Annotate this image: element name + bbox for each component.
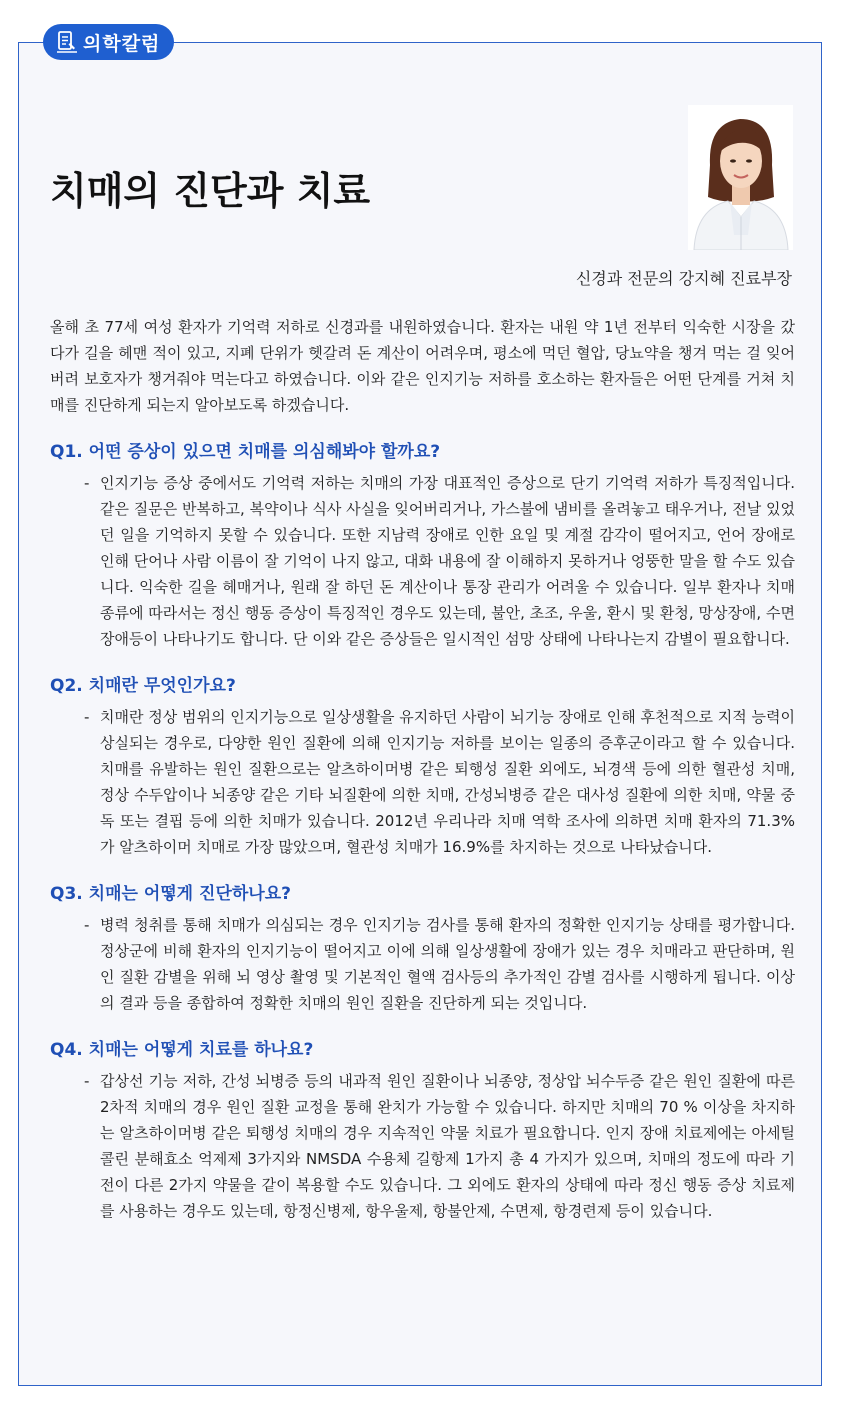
answer-4: [50, 1068, 795, 1224]
column-badge: [43, 24, 174, 60]
question-3: Q3. 치매는 어떻게 진단하나요?: [50, 884, 291, 904]
question-1: Q1. 어떤 증상이 있으면 치매를 의심해봐야 할까요?: [50, 442, 441, 462]
answer-dash: -: [84, 916, 90, 934]
answer-1: [50, 470, 795, 652]
question-2: Q2. 치매란 무엇인가요?: [50, 676, 236, 696]
answer-3: [50, 912, 795, 1016]
answer-4-text: 갑상선 기능 저하, 간성 뇌병증 등의 내과적 원인 질환이나 뇌종양, 정상압 뇌수두증 같은 원인 질환에 따른 2차적 치매의 경우 원인 질환 교정을 통해 완치가 가능할 수 있습니다. 하지만 치매의 70 % 이상을 차지하는 알츠하이머병 같은 퇴행성 치매의 경우 지속적인 약물 치료가 필요합니다. 인지 장애 치료제에는 아세틸콜린 분해효소 억제제 3가지와 NMSDA 수용체 길항제 1가지 총 4 가지가 있으며, 치매의 정도에 따라 기전이 다른 2가지 약물을 같이 복용할 수도 있습니다. 그 외에도 환자의 상태에 따라 정신 행동 증상 치료제를 사용하는 경우도 있는데, 항정신병제, 항우울제, 항불안제, 수면제, 항경련제 등이 있습니다.: [100, 1072, 795, 1220]
article-title: 치매의 진단과 치료: [50, 169, 371, 213]
intro-paragraph: 올해 초 77세 여성 환자가 기억력 저하로 신경과를 내원하였습니다. 환자는 내원 약 1년 전부터 익숙한 시장을 갔다가 길을 헤맨 적이 있고, 지폐 단위가 헷갈려 돈 계산이 어려우며, 평소에 먹던 혈압, 당뇨약을 챙겨 먹는 걸 잊어버려 보호자가 챙겨줘야 먹는다고 하였습니다. 이와 같은 인지기능 저하를 호소하는 환자들은 어떤 단계를 거쳐 치매를 진단하게 되는지 알아보도록 하겠습니다.: [50, 318, 795, 414]
author-photo: [688, 105, 793, 250]
answer-dash: -: [84, 708, 90, 726]
answer-1-text: 인지기능 증상 중에서도 기억력 저하는 치매의 가장 대표적인 증상으로 단기 기억력 저하가 특징적입니다. 같은 질문은 반복하고, 복약이나 식사 사실을 잊어버리거나, 가스불에 냄비를 올려놓고 태우거나, 전날 있었던 일을 기억하지 못할 수 있습니다. 또한 지남력 장애로 인한 요일 및 계절 감각이 떨어지고, 언어 장애로 인해 단어나 사람 이름이 잘 기억이 나지 않고, 대화 내용에 잘 이해하지 못하거나 엉뚱한 말을 할 수도 있습니다. 익숙한 길을 헤매거나, 원래 잘 하던 돈 계산이나 통장 관리가 어려울 수 있습니다. 일부 환자나 치매 종류에 따라서는 정신 행동 증상이 특징적인 경우도 있는데, 불안, 초조, 우울, 환시 및 환청, 망상장애, 수면 장애등이 나타나기도 합니다. 단 이와 같은 증상들은 일시적인 섬망 상태에 나타나는지 감별이 필요합니다.: [100, 474, 795, 648]
answer-dash: -: [84, 1072, 90, 1090]
author-credit: 신경과 전문의 강지혜 진료부장: [575, 269, 792, 288]
article-body: [50, 314, 795, 1244]
document-icon: [57, 31, 77, 53]
answer-2: [50, 704, 795, 860]
question-4: Q4. 치매는 어떻게 치료를 하나요?: [50, 1040, 314, 1060]
answer-dash: -: [84, 474, 90, 492]
answer-3-text: 병력 청취를 통해 치매가 의심되는 경우 인지기능 검사를 통해 환자의 정확한 인지기능 상태를 평가합니다. 정상군에 비해 환자의 인지기능이 떨어지고 이에 의해 일상생활에 장애가 있는 경우 치매라고 판단하며, 원인 질환 감별을 위해 뇌 영상 촬영 및 기본적인 혈액 검사등의 추가적인 감별 검사를 시행하게 됩니다. 이상의 결과 등을 종합하여 정확한 치매의 원인 질환을 진단하게 되는 것입니다.: [100, 916, 795, 1012]
badge-label: 의학칼럼: [83, 32, 161, 55]
answer-2-text: 치매란 정상 범위의 인지기능으로 일상생활을 유지하던 사람이 뇌기능 장애로 인해 후천적으로 지적 능력이 상실되는 경우로, 다양한 원인 질환에 의해 인지기능 저하를 보이는 일종의 증후군이라고 할 수 있습니다. 치매를 유발하는 원인 질환으로는 알츠하이머병 같은 퇴행성 질환 외에도, 뇌경색 등에 의한 혈관성 치매, 정상 수두압이나 뇌종양 같은 기타 뇌질환에 의한 치매, 간성뇌병증 같은 대사성 질환에 의한 치매, 약물 중독 또는 결핍 등에 의한 치매가 있습니다. 2012년 우리나라 치매 역학 조사에 의하면 치매 환자의 71.3% 가 알츠하이머 치매로 가장 많았으며, 혈관성 치매가 16.9%를 차지하는 것으로 나타났습니다.: [100, 708, 795, 856]
